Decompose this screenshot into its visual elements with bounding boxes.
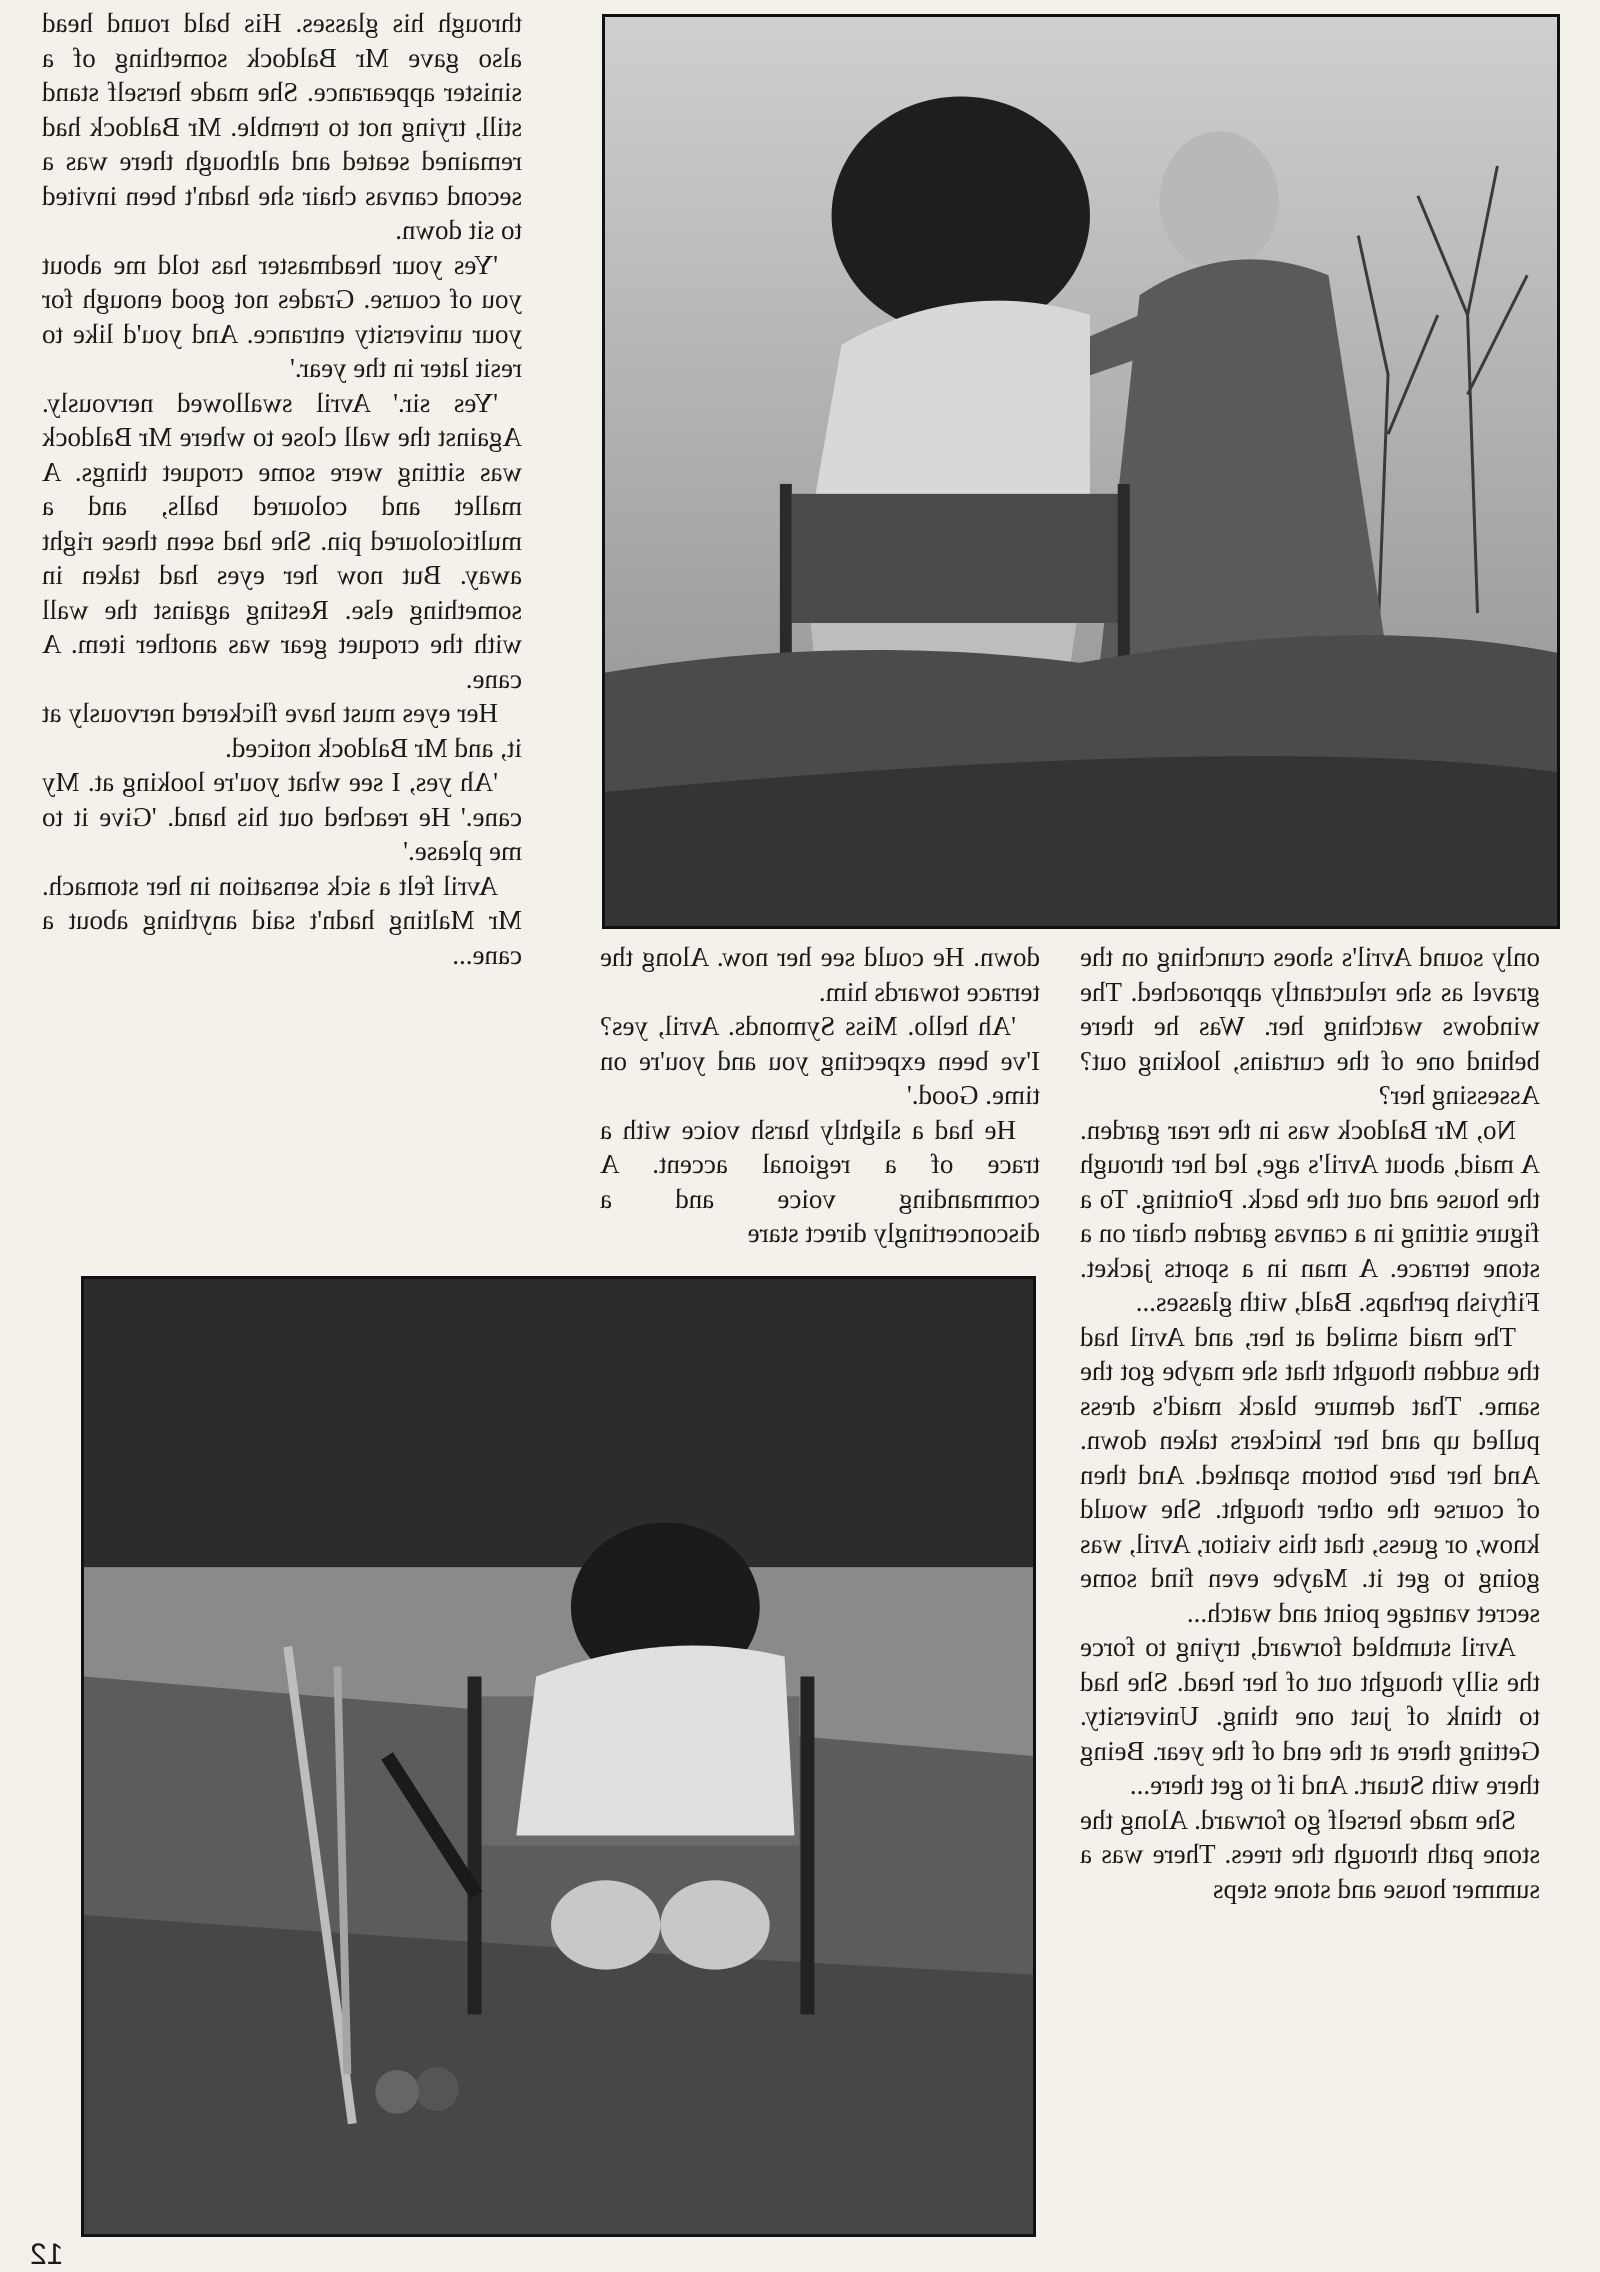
paragraph: 'Ah yes, I see what you're looking at. My cane.' He reached out his hand. 'Give it to me please.': [42, 767, 522, 866]
paragraph: 'Ah hello. Miss Symonds. Avril, yes? I've been expecting you and you're on time. Good.': [600, 1011, 1040, 1110]
paragraph: 'Yes sir.' Avril swallowed nervously. Against the wall close to where Mr Baldock was sitting were some croquet things. A mallet and coloured balls, and a multicoloured pin. She had seen these right away. But now her eyes had taken in something else. Resting against the wall with the croquet gear was another item. A cane.: [42, 387, 522, 694]
photo-bottom-image: [84, 1279, 1033, 2234]
page-number: 12: [30, 2238, 64, 2271]
text-column-middle: [600, 940, 1040, 1251]
paragraph: down. He could see her now. Along the terrace towards him.: [600, 942, 1040, 1007]
text-column-left: [42, 6, 522, 972]
paragraph: Avril stumbled forward, trying to force the silly thought out of her head. She had to think of just one thing. University. Getting there at the end of the year. Being there with Stuart. And if to get there...: [1080, 1632, 1540, 1800]
paragraph: only sound Avril's shoes crunching on the gravel as she reluctantly approached. The windows watching her. Was he there behind one of the curtains, looking out? Assessing her?: [1080, 942, 1540, 1110]
paragraph: through his glasses. His bald round head also gave Mr Baldock something of a sinister appearance. She made herself stand still, trying not to tremble. Mr Baldock had remained seated and although there was a second canvas chair she hadn't been invited to sit down.: [42, 8, 522, 245]
paragraph: No, Mr Baldock was in the rear garden. A maid, about Avril's age, led her through the house and out the back. Pointing. To a figure sitting in a canvas garden chair on a stone terrace. A man in a sports jacket. Fiftyish perhaps. Bald, with glasses...: [1080, 1114, 1540, 1317]
photo-top: [602, 14, 1560, 929]
paragraph: Avril felt a sick sensation in her stomach. Mr Malting hadn't said anything about a cane...: [42, 870, 522, 970]
photo-bottom: [81, 1276, 1036, 2237]
photo-top-image: [605, 17, 1557, 926]
paragraph: 'Yes your headmaster has told me about you of course. Grades not good enough for your university entrance. And you'd like to resit later in the year.': [42, 249, 522, 383]
paragraph: He had a slightly harsh voice with a trace of a regional accent. A commanding voice and a disconcertingly direct stare: [600, 1114, 1040, 1248]
text-column-right: [1080, 940, 1540, 1906]
paragraph: The maid smiled at her, and Avril had the sudden thought that she maybe got the same. That demure black maid's dress pulled up and her knickers taken down. And her bare bottom spanked. And then of course the other thought. She would know, or guess, that this visitor, Avril, was going to get it. Maybe even find some secret vantage point and watch...: [1080, 1321, 1540, 1628]
paragraph: Her eyes must have flickered nervously at it, and Mr Baldock noticed.: [42, 698, 522, 763]
paragraph: She made herself go forward. Along the stone path through the trees. There was a summer house and stone steps: [1080, 1804, 1540, 1904]
